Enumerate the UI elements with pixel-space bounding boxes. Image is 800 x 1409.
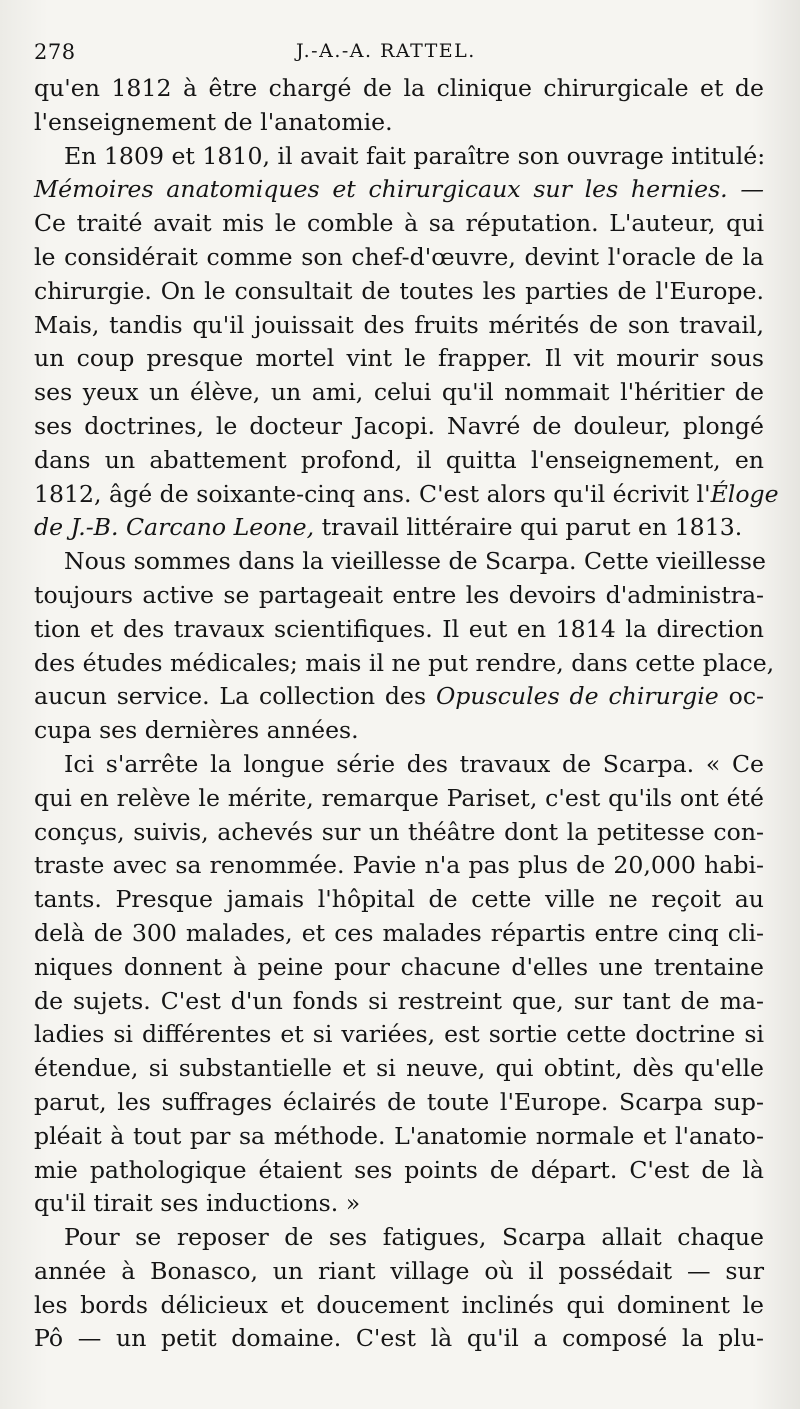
page-header	[34, 34, 760, 70]
text-line: Nous sommes dans la vieillesse de Scarpa. Cette vieillesse	[64, 547, 766, 576]
text-line: qui en relève le mérite, remarque Pariset, c'est qu'ils ont été	[34, 783, 764, 812]
italic-title: de J.-B. Carcano Leone,	[34, 513, 315, 542]
text-line	[34, 173, 764, 207]
text-line: Ce traité avait mis le comble à sa réputation. L'auteur, qui	[34, 209, 764, 238]
text-line: qu'en 1812 à être chargé de la clinique chirurgicale et de	[34, 74, 764, 102]
text-line: tants. Presque jamais l'hôpital de cette ville ne reçoit au	[34, 885, 764, 914]
text-line: Ici s'arrête la longue série des travaux de Scarpa. « Ce	[64, 749, 764, 778]
text-segment: oc-	[718, 682, 765, 711]
body-text	[34, 72, 779, 1356]
paragraph	[34, 545, 775, 748]
italic-title: Éloge	[710, 479, 779, 508]
text-segment: 1812, âgé de soixante-cinq ans. C'est alors qu'il écrivit l'	[34, 479, 711, 508]
text-line: ladies si différentes et si variées, est sortie cette doctrine si	[34, 1020, 764, 1049]
text-line: un coup presque mortel vint le frapper. Il vit mourir sous	[34, 344, 764, 373]
text-line: ses doctrines, le docteur Jacopi. Navré de douleur, plongé	[34, 411, 764, 440]
text-line: mie pathologique étaient ses points de départ. C'est de là	[34, 1155, 764, 1184]
text-line: niques donnent à peine pour chacune d'elles une trentaine	[34, 952, 764, 981]
text-line: pléait à tout par sa méthode. L'anatomie normale et l'anato-	[34, 1121, 764, 1150]
text-line: année à Bonasco, un riant village où il possédait — sur	[34, 1256, 764, 1285]
text-line: étendue, si substantielle et si neuve, qui obtint, dès qu'elle	[34, 1054, 764, 1083]
text-line: conçus, suivis, achevés sur un théâtre dont la petitesse con-	[34, 817, 764, 846]
text-line: En 1809 et 1810, il avait fait paraître son ouvrage intitulé:	[64, 141, 766, 170]
running-head: J.-A.-A. RATTEL.	[296, 40, 476, 62]
text-segment: travail littéraire qui parut en 1813.	[314, 513, 743, 542]
text-line: Pô — un petit domaine. C'est là qu'il a composé la plu-	[34, 1324, 764, 1353]
paragraph	[34, 1221, 764, 1356]
text-line	[34, 478, 779, 512]
italic-title: Opuscules de chirurgie	[435, 682, 719, 711]
paragraph	[34, 748, 764, 1221]
text-line: qu'il tirait ses inductions. »	[34, 1189, 361, 1218]
text-line	[34, 680, 764, 714]
italic-title: Mémoires anatomiques et chirurgicaux sur les hernies. —	[34, 175, 764, 204]
text-line: le considérait comme son chef-d'œuvre, devint l'oracle de la	[34, 242, 764, 271]
text-line: l'enseignement de l'anatomie.	[34, 107, 393, 136]
text-line: Pour se reposer de ses fatigues, Scarpa allait chaque	[64, 1223, 764, 1252]
text-segment: aucun service. La collection des	[34, 682, 436, 711]
text-line: dans un abattement profond, il quitta l'enseignement, en	[34, 445, 764, 474]
text-line: ses yeux un élève, un ami, celui qu'il nommait l'héritier de	[34, 378, 764, 407]
paragraph	[34, 72, 764, 140]
text-line: Mais, tandis qu'il jouissait des fruits mérités de son travail,	[34, 310, 764, 339]
text-line: de sujets. C'est d'un fonds si restreint que, sur tant de ma-	[34, 986, 764, 1015]
text-line: toujours active se partageait entre les devoirs d'administra-	[34, 580, 764, 609]
text-line	[34, 511, 764, 545]
text-line: chirurgie. On le consultait de toutes les parties de l'Europe.	[34, 276, 764, 305]
text-line: cupa ses dernières années.	[34, 716, 359, 745]
text-line: delà de 300 malades, et ces malades répartis entre cinq cli-	[34, 918, 764, 947]
text-line: tion et des travaux scientifiques. Il eut en 1814 la direction	[34, 614, 764, 643]
text-line: traste avec sa renommée. Pavie n'a pas plus de 20,000 habi-	[34, 851, 764, 880]
text-line: parut, les suffrages éclairés de toute l'Europe. Scarpa sup-	[34, 1087, 764, 1116]
text-line: les bords délicieux et doucement inclinés qui dominent le	[34, 1290, 764, 1319]
text-line: des études médicales; mais il ne put rendre, dans cette place,	[34, 648, 775, 677]
paragraph	[34, 140, 779, 546]
page-number: 278	[34, 40, 76, 64]
